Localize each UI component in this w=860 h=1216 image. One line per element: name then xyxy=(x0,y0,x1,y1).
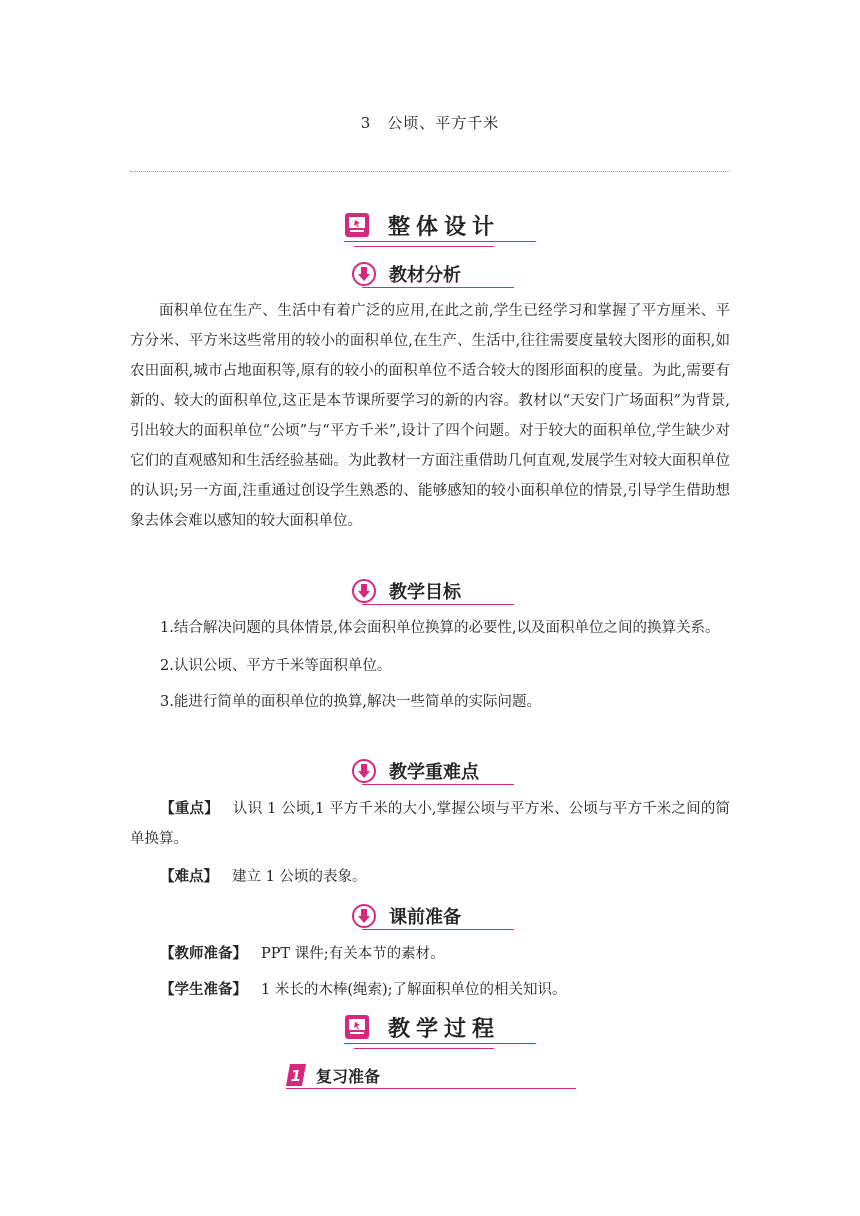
student-preparation xyxy=(130,975,730,1005)
material-analysis-paragraph: 面积单位在生产、生活中有着广泛的应用,在此之前,学生已经学习和掌握了平方厘米、平方分米、平方米这些常用的较小的面积单位,在生产、生活中,往往需要度量较大图形的面积,如农田面积,城市占地面积等,原有的较小的面积单位不适合较大的图形面积的度量。为此,需要有新的、较大的面积单位,这正是本节课所要学习的新的内容。教材以“天安门广场面积”为背景,引出较大的面积单位“公顷”与“平方千米”,设计了四个问题。对于较大的面积单位,学生缺少对它们的直观感知和生活经验基础。为此教材一方面注重借助几何直观,发展学生对较大面积单位的认识;另一方面,注重通过创设学生熟悉的、能够感知的较小面积单位的情景,引导学生借助想象去体会难以感知的较大面积单位。 xyxy=(130,303,730,529)
student-label: 【学生准备】 xyxy=(160,981,247,998)
subsection-title: 课前准备 xyxy=(389,907,461,928)
title-underline xyxy=(362,604,514,605)
difficulty-text: 建立 1 公顷的表象。 xyxy=(232,869,367,885)
down-arrow-icon xyxy=(352,759,376,783)
key-point-focus xyxy=(130,794,730,854)
section-teaching-process xyxy=(344,1012,544,1046)
section-overall-design xyxy=(344,210,544,244)
title-underline xyxy=(286,1088,576,1089)
subsection-teaching-goals xyxy=(352,577,522,607)
key-point-difficulty xyxy=(130,862,730,892)
subsection-key-points xyxy=(352,757,522,787)
title-underline xyxy=(344,241,536,242)
focus-label: 【重点】 xyxy=(160,800,219,817)
step-1-header xyxy=(286,1062,578,1092)
teacher-preparation xyxy=(130,939,730,969)
header-divider xyxy=(130,171,730,172)
teacher-label: 【教师准备】 xyxy=(160,945,247,962)
title-underline xyxy=(354,1048,494,1049)
goal-item: 3.能进行简单的面积单位的换算,解决一些简单的实际问题。 xyxy=(160,694,541,710)
title-underline xyxy=(344,1043,536,1044)
subsection-title: 教学重难点 xyxy=(389,762,479,783)
step-title: 复习准备 xyxy=(316,1067,381,1086)
title-underline xyxy=(362,784,514,785)
step-number: 1 xyxy=(290,1067,302,1085)
focus-text: 认识 1 公顷,1 平方千米的大小,掌握公顷与平方米、公顷与平方千米之间的简单换算。 xyxy=(130,801,730,847)
subsection-preparation xyxy=(352,902,522,932)
page-header-title: 3 公顷、平方千米 xyxy=(360,114,500,132)
difficulty-label: 【难点】 xyxy=(160,868,218,885)
goal-item: 2.认识公顷、平方千米等面积单位。 xyxy=(160,658,392,674)
student-text: 1 米长的木棒(绳索);了解面积单位的相关知识。 xyxy=(261,982,567,998)
title-underline xyxy=(362,929,514,930)
monitor-icon xyxy=(344,1014,370,1040)
down-arrow-icon xyxy=(352,579,376,603)
subsection-title: 教学目标 xyxy=(389,582,461,603)
down-arrow-icon xyxy=(352,904,376,928)
teacher-text: PPT 课件;有关本节的素材。 xyxy=(261,946,445,962)
monitor-icon xyxy=(344,212,370,238)
subsection-title: 教材分析 xyxy=(389,265,461,286)
section-title: 整体设计 xyxy=(388,215,501,240)
down-arrow-icon xyxy=(352,262,376,286)
goal-item: 1.结合解决问题的具体情景,体会面积单位换算的必要性,以及面积单位之间的换算关系。 xyxy=(160,620,720,636)
step-number-badge xyxy=(286,1064,306,1086)
section-title: 教学过程 xyxy=(388,1017,501,1042)
title-underline xyxy=(362,287,514,288)
goals-list xyxy=(130,613,730,717)
title-underline xyxy=(354,246,494,247)
subsection-material-analysis xyxy=(352,260,522,290)
